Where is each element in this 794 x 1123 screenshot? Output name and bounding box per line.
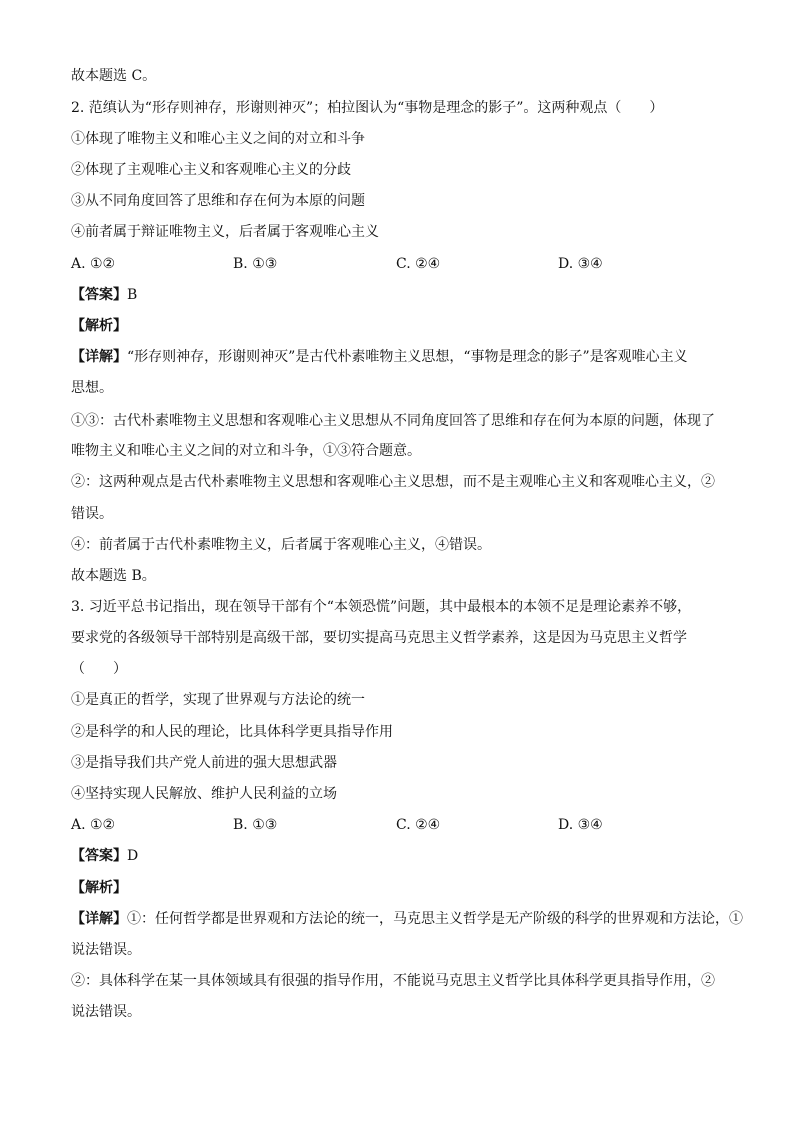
q2-option-a: A. ①② bbox=[71, 256, 116, 272]
q2-detail-line: ①③：古代朴素唯物主义思想和客观唯心主义思想从不同角度回答了思维和存在何为本原的问题，体现了 bbox=[71, 413, 715, 429]
q1-conclusion: 故本题选 C。 bbox=[71, 68, 157, 84]
detail-text: ①：任何哲学都是世界观和方法论的统一，马克思主义哲学是无产阶级的科学的世界观和方法论，① bbox=[127, 911, 743, 927]
q2-options bbox=[71, 255, 721, 273]
q3-stem-line: 3. 习近平总书记指出，现在领导干部有个“本领恐慌”问题，其中最根本的本领不足是理论素养不够， bbox=[71, 599, 692, 615]
q3-detail-line: ②：具体科学在某一具体领域具有很强的指导作用，不能说马克思主义哲学比具体科学更具指导作用，② bbox=[71, 973, 715, 989]
q2-statement: ①体现了唯物主义和唯心主义之间的对立和斗争 bbox=[71, 131, 365, 147]
q2-detail-line: 唯物主义和唯心主义之间的对立和斗争，①③符合题意。 bbox=[71, 443, 421, 459]
answer-value: B bbox=[127, 287, 138, 303]
q3-detail-line: 说法错误。 bbox=[71, 1004, 141, 1020]
q2-detail-line: 错误。 bbox=[71, 506, 113, 522]
q2-option-b: B. ①③ bbox=[233, 256, 278, 272]
detail-text: “形存则神存，形谢则神灭”是古代朴素唯物主义思想，“事物是理念的影子”是客观唯心主义 bbox=[127, 349, 688, 365]
detail-tag: 【详解】 bbox=[71, 349, 127, 365]
q2-detail-line: ④：前者属于古代朴素唯物主义，后者属于客观唯心主义，④错误。 bbox=[71, 537, 491, 553]
q2-option-d: D. ③④ bbox=[558, 256, 603, 272]
q3-detail-line: 说法错误。 bbox=[71, 942, 141, 958]
q3-stem-line: 要求党的各级领导干部特别是高级干部，要切实提高马克思主义哲学素养，这是因为马克思主义哲学 bbox=[71, 630, 687, 646]
q2-answer bbox=[71, 286, 137, 304]
q3-statement: ②是科学的和人民的理论，比具体科学更具指导作用 bbox=[71, 724, 393, 740]
q3-detail-line bbox=[71, 910, 743, 928]
detail-tag: 【详解】 bbox=[71, 911, 127, 927]
q2-analysis-tag: 【解析】 bbox=[71, 318, 127, 334]
q3-statement: ①是真正的哲学，实现了世界观与方法论的统一 bbox=[71, 692, 365, 708]
q2-option-c: C. ②④ bbox=[396, 256, 441, 272]
answer-value: D bbox=[127, 848, 139, 864]
q2-detail-line: 思想。 bbox=[71, 380, 113, 396]
q2-detail-line bbox=[71, 348, 688, 366]
q3-answer bbox=[71, 847, 138, 865]
q3-statement: ③是指导我们共产党人前进的强大思想武器 bbox=[71, 755, 337, 771]
q3-statement: ④坚持实现人民解放、维护人民利益的立场 bbox=[71, 786, 337, 802]
q3-analysis-tag: 【解析】 bbox=[71, 880, 127, 896]
q3-option-a: A. ①② bbox=[71, 817, 116, 833]
q3-options bbox=[71, 816, 721, 834]
q3-option-d: D. ③④ bbox=[558, 817, 603, 833]
q2-stem: 2. 范缜认为“形存则神存，形谢则神灭”；柏拉图认为“事物是理念的影子”。这两种观点（ ） bbox=[71, 100, 664, 116]
q3-stem-line: （ ） bbox=[71, 661, 127, 677]
answer-tag: 【答案】 bbox=[71, 848, 127, 864]
answer-tag: 【答案】 bbox=[71, 287, 127, 303]
q2-statement: ③从不同角度回答了思维和存在何为本原的问题 bbox=[71, 193, 365, 209]
q2-statement: ②体现了主观唯心主义和客观唯心主义的分歧 bbox=[71, 162, 351, 178]
q3-option-c: C. ②④ bbox=[396, 817, 441, 833]
q2-detail-line: ②：这两种观点是古代朴素唯物主义思想和客观唯心主义思想，而不是主观唯心主义和客观唯心主义，② bbox=[71, 474, 715, 490]
q2-statement: ④前者属于辩证唯物主义，后者属于客观唯心主义 bbox=[71, 224, 379, 240]
q2-conclusion: 故本题选 B。 bbox=[71, 568, 156, 584]
q3-option-b: B. ①③ bbox=[233, 817, 278, 833]
